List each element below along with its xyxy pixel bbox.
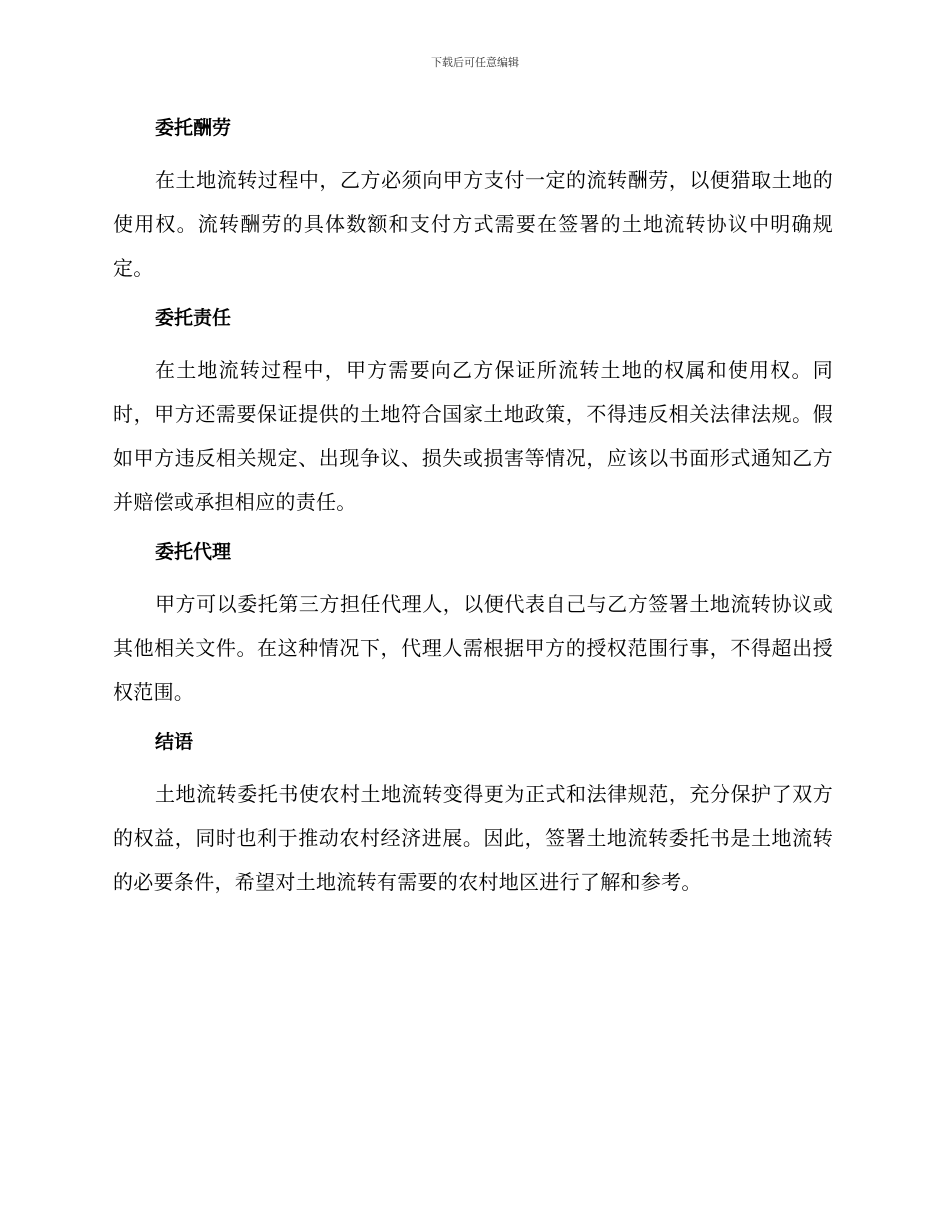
section-paragraph: 在土地流转过程中，乙方必须向甲方支付一定的流转酬劳，以便猎取土地的使用权。流转酬劳的具体数额和支付方式需要在签署的土地流转协议中明确规定。: [113, 168, 833, 280]
section-paragraph: 土地流转委托书使农村土地流转变得更为正式和法律规范，充分保护了双方的权益，同时也利于推动农村经济进展。因此，签署土地流转委托书是土地流转的必要条件，希望对土地流转有需要的农村地区进行了解和参考。: [113, 782, 833, 894]
section-title: 委托代理: [155, 541, 232, 563]
section-paragraph: 在土地流转过程中，甲方需要向乙方保证所流转土地的权属和使用权。同时，甲方还需要保证提供的土地符合国家土地政策，不得违反相关法律法规。假如甲方违反相关规定、出现争议、损失或损害等情况，应该以书面形式通知乙方并赔偿或承担相应的责任。: [113, 358, 833, 514]
section-commission-responsibility: [113, 302, 833, 524]
section-title: 委托责任: [155, 307, 232, 329]
document-body: [113, 112, 833, 916]
section-title: 结语: [155, 731, 194, 753]
section-conclusion: [113, 726, 833, 904]
section-title: 委托酬劳: [155, 117, 232, 139]
section-commission-fee: [113, 112, 833, 290]
page-header: 下载后可任意编辑: [431, 56, 519, 69]
section-commission-agent: [113, 536, 833, 714]
section-paragraph: 甲方可以委托第三方担任代理人，以便代表自己与乙方签署土地流转协议或其他相关文件。在这种情况下，代理人需根据甲方的授权范围行事，不得超出授权范围。: [113, 592, 833, 704]
